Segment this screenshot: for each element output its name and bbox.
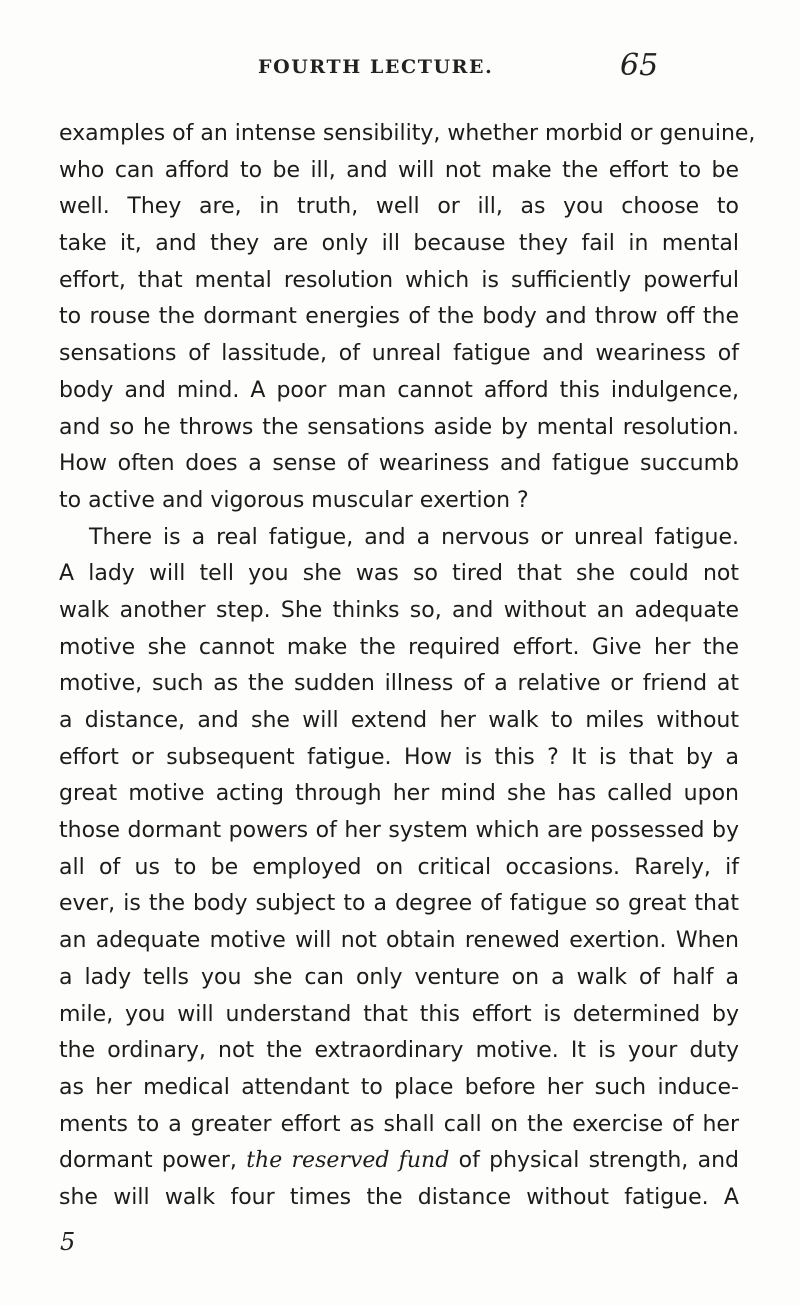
text-line: A lady will tell you she was so tired that she could not (59, 561, 739, 587)
italic-phrase: the reserved fund (246, 1148, 450, 1174)
text-line: mile, you will understand that this effort is determined by (59, 1001, 739, 1027)
text-line: motive she cannot make the required effort. Give her the (59, 634, 739, 660)
text-line: well. They are, in truth, well or ill, as you choose to (59, 194, 739, 220)
text-line: take it, and they are only ill because they fail in mental (59, 231, 739, 257)
text-line: all of us to be employed on critical occasions. Rarely, if (59, 854, 739, 880)
text-line: ever, is the body subject to a degree of fatigue so great that (59, 891, 739, 917)
text-line: to rouse the dormant energies of the body and throw off the (59, 304, 739, 330)
running-head: FOURTH LECTURE. (258, 56, 494, 78)
text-line: a distance, and she will extend her walk to miles without (59, 708, 739, 733)
text-line: the ordinary, not the extraordinary motive. It is your duty (59, 1038, 739, 1064)
text-line: to active and vigorous muscular exertion ? (59, 487, 529, 513)
signature-mark: 5 (60, 1228, 76, 1256)
text-line: an adequate motive will not obtain renewed exertion. When (59, 928, 739, 954)
text-line: motive, such as the sudden illness of a relative or friend at (59, 671, 739, 697)
text-line: and so he throws the sensations aside by mental resolution. (59, 414, 739, 440)
text-line: effort or subsequent fatigue. How is this ? It is that by a (59, 744, 739, 770)
text-line: sensations of lassitude, of unreal fatigue and weariness of (59, 341, 739, 367)
text-segment: dormant power, (59, 1148, 247, 1174)
text-line: a lady tells you she can only venture on a walk of half a (59, 964, 739, 990)
text-line: she will walk four times the distance without fatigue. A (59, 1184, 739, 1210)
text-line-with-italic (59, 1143, 739, 1180)
text-line: ments to a greater effort as shall call on the exercise of her (59, 1111, 739, 1137)
text-line: walk another step. She thinks so, and without an adequate (59, 597, 739, 623)
text-line: How often does a sense of weariness and fatigue succumb (59, 451, 739, 477)
text-line: body and mind. A poor man cannot afford this indulgence, (59, 377, 739, 403)
page-header (0, 48, 800, 96)
text-line: who can afford to be ill, and will not make the effort to be (59, 157, 739, 183)
body-text (59, 116, 756, 1217)
text-line: There is a real fatigue, and a nervous or unreal fatigue. (89, 524, 739, 550)
text-line: as her medical attendant to place before her such induce- (59, 1074, 739, 1100)
page-number: 65 (620, 48, 659, 83)
text-line: effort, that mental resolution which is sufficiently powerful (59, 267, 739, 293)
text-line: examples of an intense sensibility, whether morbid or genuine, (59, 121, 756, 146)
text-line: great motive acting through her mind she has called upon (59, 781, 739, 807)
text-segment: of physical strength, and (449, 1148, 739, 1174)
text-line: those dormant powers of her system which are possessed by (59, 818, 739, 844)
